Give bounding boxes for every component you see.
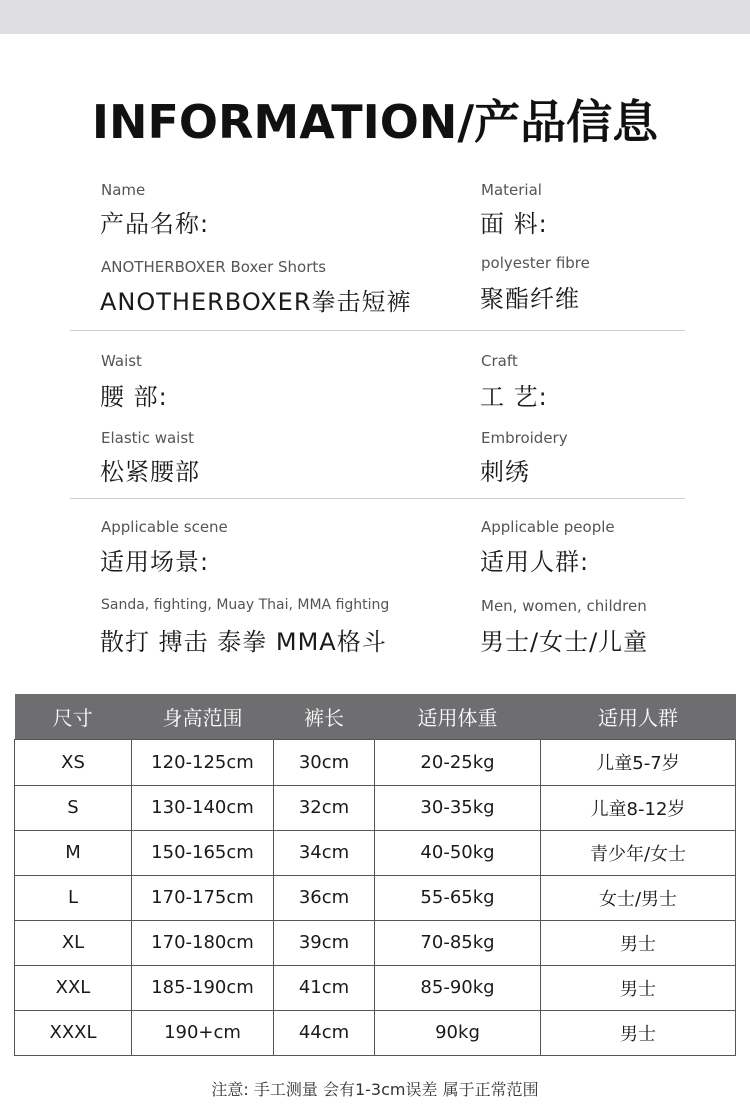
- craft-label-zh: 工 艺:: [480, 383, 548, 411]
- cell-people: 男士: [541, 920, 736, 965]
- table-header-row: [15, 694, 736, 739]
- table-row: [15, 1010, 736, 1055]
- name-value-en: ANOTHERBOXER Boxer Shorts: [101, 258, 327, 276]
- header-height-range: 身高范围: [132, 694, 274, 739]
- cell-weight: 90kg: [375, 1010, 541, 1055]
- cell-length: 34cm: [274, 830, 375, 875]
- divider: [70, 330, 685, 331]
- cell-height: 150-165cm: [132, 830, 274, 875]
- cell-height: 130-140cm: [132, 785, 274, 830]
- craft-label-en: Craft: [481, 352, 518, 370]
- table-row: [15, 965, 736, 1010]
- scene-label-en: Applicable scene: [101, 518, 228, 536]
- people-value-en: Men, women, children: [481, 597, 647, 615]
- cell-weight: 85-90kg: [375, 965, 541, 1010]
- divider: [70, 498, 685, 499]
- cell-weight: 70-85kg: [375, 920, 541, 965]
- cell-people: 儿童5-7岁: [541, 739, 736, 785]
- header-length: 裤长: [274, 694, 375, 739]
- cell-length: 39cm: [274, 920, 375, 965]
- cell-size: XL: [15, 920, 132, 965]
- cell-weight: 20-25kg: [375, 739, 541, 785]
- cell-size: S: [15, 785, 132, 830]
- cell-size: L: [15, 875, 132, 920]
- measurement-note: 注意: 手工测量 会有1-3cm误差 属于正常范围: [211, 1080, 539, 1099]
- cell-weight: 30-35kg: [375, 785, 541, 830]
- cell-people: 青少年/女士: [541, 830, 736, 875]
- name-value-zh: ANOTHERBOXER拳击短裤: [100, 288, 412, 316]
- cell-height: 190+cm: [132, 1010, 274, 1055]
- page-title: INFORMATION/产品信息: [91, 95, 659, 149]
- cell-height: 170-175cm: [132, 875, 274, 920]
- cell-size: M: [15, 830, 132, 875]
- name-label-zh: 产品名称:: [100, 210, 210, 238]
- material-label-zh: 面 料:: [480, 210, 548, 238]
- scene-label-zh: 适用场景:: [100, 548, 210, 576]
- header-weight: 适用体重: [375, 694, 541, 739]
- cell-length: 36cm: [274, 875, 375, 920]
- header-size: 尺寸: [15, 694, 132, 739]
- cell-people: 男士: [541, 1010, 736, 1055]
- cell-people: 男士: [541, 965, 736, 1010]
- table-row: [15, 739, 736, 785]
- size-table: [14, 694, 736, 1056]
- scene-value-zh: 散打 搏击 泰拳 MMA格斗: [100, 628, 387, 656]
- cell-length: 41cm: [274, 965, 375, 1010]
- table-row: [15, 830, 736, 875]
- table-row: [15, 785, 736, 830]
- cell-size: XS: [15, 739, 132, 785]
- header-people: 适用人群: [541, 694, 736, 739]
- table-row: [15, 875, 736, 920]
- cell-height: 120-125cm: [132, 739, 274, 785]
- waist-label-en: Waist: [101, 352, 142, 370]
- top-bar: [0, 0, 750, 34]
- cell-length: 44cm: [274, 1010, 375, 1055]
- cell-weight: 40-50kg: [375, 830, 541, 875]
- cell-size: XXXL: [15, 1010, 132, 1055]
- name-label-en: Name: [101, 181, 146, 199]
- scene-value-en: Sanda, fighting, Muay Thai, MMA fighting: [101, 597, 390, 613]
- cell-height: 185-190cm: [132, 965, 274, 1010]
- waist-value-en: Elastic waist: [101, 429, 195, 447]
- waist-value-zh: 松紧腰部: [100, 458, 200, 486]
- people-value-zh: 男士/女士/儿童: [480, 628, 649, 656]
- cell-weight: 55-65kg: [375, 875, 541, 920]
- table-row: [15, 920, 736, 965]
- cell-length: 32cm: [274, 785, 375, 830]
- waist-label-zh: 腰 部:: [100, 383, 168, 411]
- material-label-en: Material: [481, 181, 542, 199]
- craft-value-zh: 刺绣: [480, 458, 530, 486]
- cell-size: XXL: [15, 965, 132, 1010]
- cell-people: 女士/男士: [541, 875, 736, 920]
- material-value-en: polyester fibre: [481, 254, 590, 272]
- people-label-en: Applicable people: [481, 518, 615, 536]
- cell-length: 30cm: [274, 739, 375, 785]
- cell-people: 儿童8-12岁: [541, 785, 736, 830]
- people-label-zh: 适用人群:: [480, 548, 590, 576]
- material-value-zh: 聚酯纤维: [480, 285, 580, 313]
- craft-value-en: Embroidery: [481, 429, 568, 447]
- cell-height: 170-180cm: [132, 920, 274, 965]
